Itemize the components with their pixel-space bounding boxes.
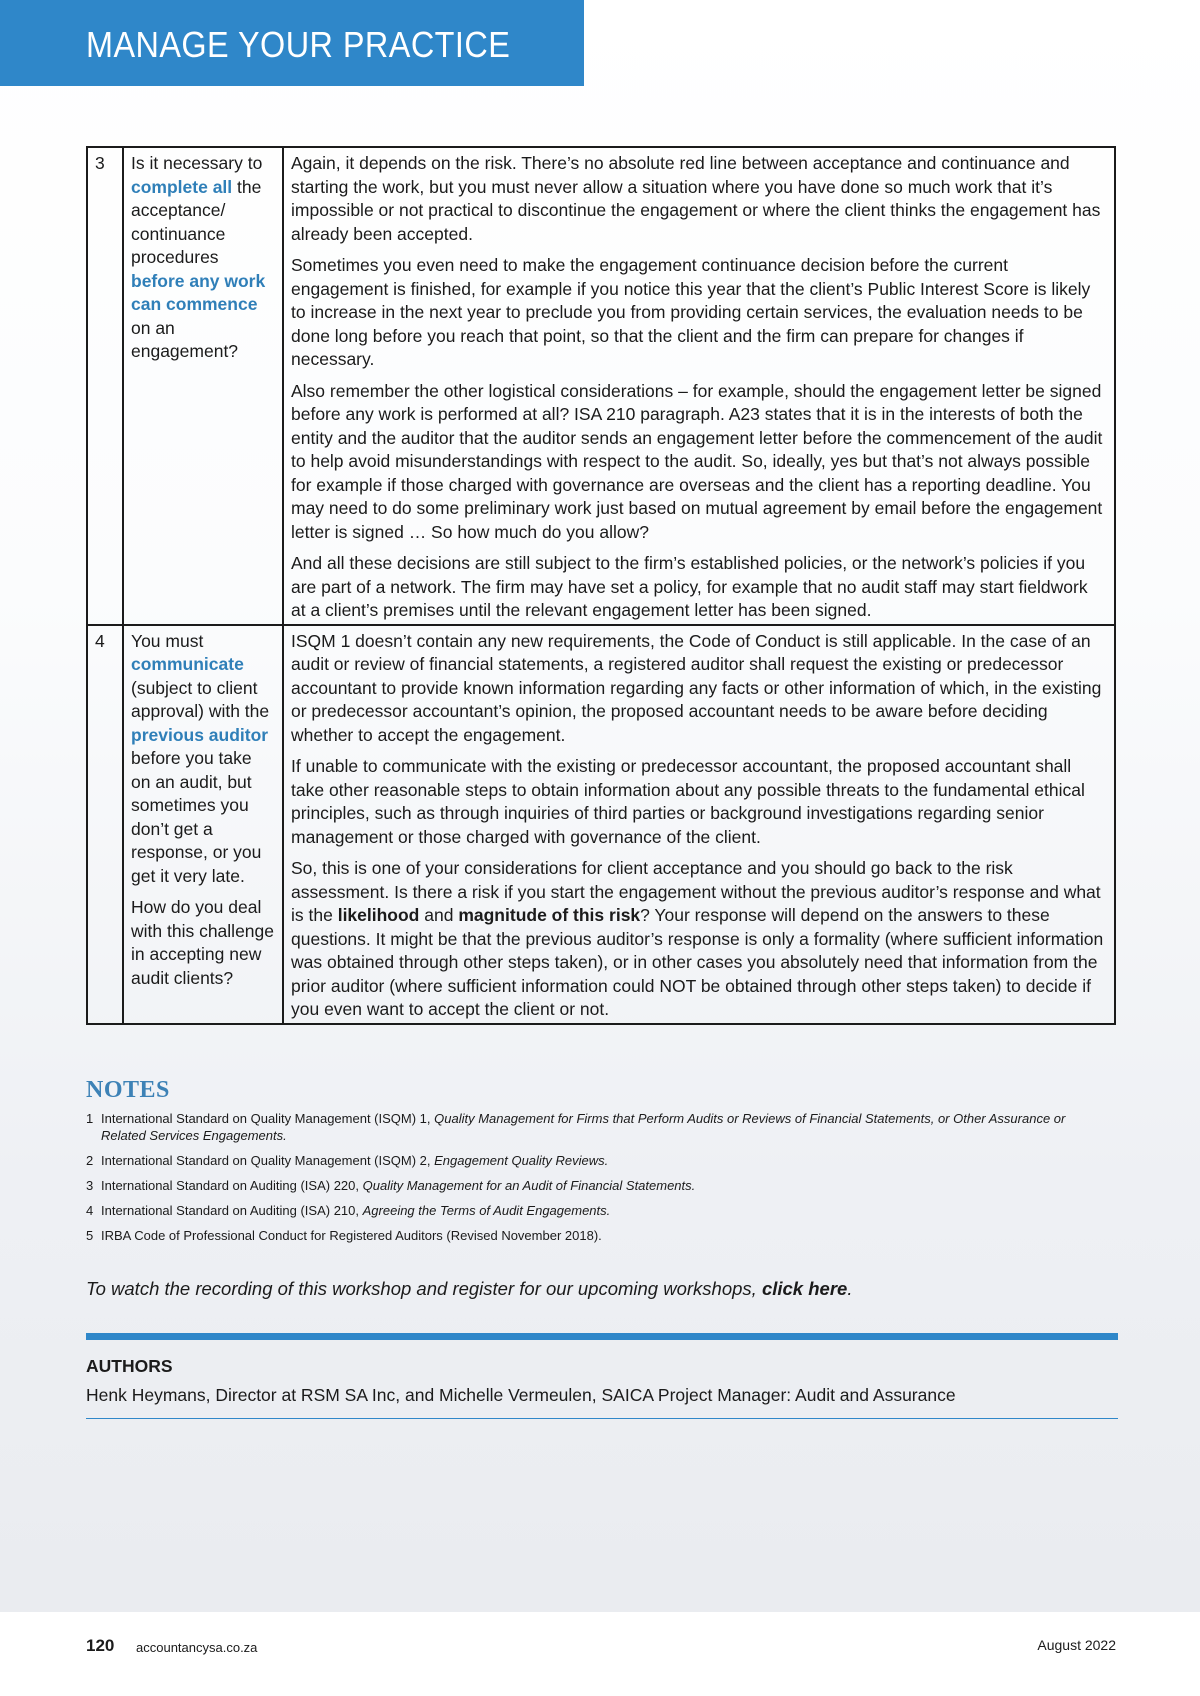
question-cell: Is it necessary to complete all the acceptance/ continuance procedures before any work can commence on an engagement? — [123, 147, 283, 625]
note-item: 1 International Standard on Quality Management (ISQM) 1, Quality Management for Firms that Perform Audits or Reviews of Financial Statements, or Other Assurance or Related Services Engagements. — [86, 1111, 1066, 1143]
page-number: 120 — [86, 1636, 115, 1655]
note-item: 3 International Standard on Auditing (ISA) 220, Quality Management for an Audit of Financial Statements. — [86, 1178, 696, 1193]
authors-heading: AUTHORS — [86, 1356, 173, 1376]
question-cell: You must communicate (subject to client approval) with the previous auditor before you take on an audit, but sometimes you don’t get a response, or you get it very late. How do you deal with this challenge in accepting new audit clients? — [123, 625, 283, 1024]
row-number: 4 — [87, 625, 123, 1024]
answer-paragraph: Sometimes you even need to make the engagement continuance decision before the current engagement is finished, for example if you notice this year that the client’s Public Interest Score is likely to increase in the next year to preclude you from providing certain services, the evaluation needs to be done long before you reach that point, so that the client and the firm can prepare for changes if necessary. — [291, 255, 1091, 369]
header-banner — [0, 0, 584, 86]
note-item: 2 International Standard on Quality Management (ISQM) 2, Engagement Quality Reviews. — [86, 1153, 609, 1168]
notes-list — [86, 1110, 1086, 1252]
site-url: accountancysa.co.za — [136, 1640, 258, 1655]
highlight-text: communicate — [131, 654, 244, 674]
answer-paragraph: So, this is one of your considerations for client acceptance and you should go back to the risk assessment. Is there a risk if you start the engagement without the previous auditor’s response and what is the likelihood and magnitude of this risk? Your response will depend on the answers to these questions. It might be that the previous auditor’s response is only a formality (where sufficient information was obtained through other steps taken), or in other cases you absolutely need that information from the prior auditor (where sufficient information could NOT be obtained through other steps taken) to decide if you even want to accept the client or not. — [291, 858, 1104, 1019]
row-number: 3 — [87, 147, 123, 625]
answer-paragraph: If unable to communicate with the existing or predecessor accountant, the proposed accountant shall take other reasonable steps to obtain information about any possible threats to the fundamental ethical principles, such as through inquiries of third parties or background investigations regarding senior management or those charged with governance of the client. — [291, 756, 1085, 847]
highlight-text: before any work can commence — [131, 270, 266, 314]
note-item: 4 International Standard on Auditing (ISA) 210, Agreeing the Terms of Audit Engagements. — [86, 1203, 611, 1218]
issue-date: August 2022 — [1037, 1637, 1116, 1653]
divider-bar — [86, 1333, 1118, 1340]
table-row — [87, 147, 1115, 625]
section-title: MANAGE YOUR PRACTICE — [86, 24, 511, 65]
highlight-text: complete all — [131, 176, 233, 197]
answer-paragraph: Again, it depends on the risk. There’s no absolute red line between acceptance and continuance and starting the work, but you must never allow a situation where you have done so much work that it’s impossible or not practical to discontinue the engagement or where the client thinks the engagement has already been accepted. — [291, 153, 1101, 244]
highlight-text: previous auditor — [131, 724, 269, 745]
table-row — [87, 625, 1115, 1024]
answer-paragraph: ISQM 1 doesn’t contain any new requirements, the Code of Conduct is still applicable. In the case of an audit or review of financial statements, a registered auditor shall request the existing or predecessor accountant to provide known information regarding any facts or other information of which, in the existing or predecessor accountant’s opinion, the proposed accountant needs to be aware before deciding whether to accept the engagement. — [291, 630, 1102, 745]
note-item: 5 IRBA Code of Professional Conduct for Registered Auditors (Revised November 2018). — [86, 1228, 602, 1243]
answer-cell — [283, 147, 1115, 625]
bold-text: magnitude of this risk — [458, 905, 641, 925]
authors-text: Henk Heymans, Director at RSM SA Inc, and Michelle Vermeulen, SAICA Project Manager: Audit and Assurance — [86, 1385, 956, 1405]
workshop-cta: To watch the recording of this workshop and register for our upcoming workshops, click here. — [86, 1278, 853, 1299]
notes-heading: NOTES — [86, 1077, 170, 1103]
answer-paragraph: Also remember the other logistical considerations – for example, should the engagement letter be signed before any work is performed at all? ISA 210 paragraph. A23 states that it is in the interests of both the entity and the auditor that the auditor sends an engagement letter before the commencement of the audit to help avoid misunderstandings with respect to the audit. So, ideally, yes but that’s not always possible for example if those charged with governance are overseas and the client has a reporting deadline. You may need to do some preliminary work just based on mutual agreement by email before the engagement letter is signed … So how much do you allow? — [291, 380, 1103, 542]
answer-cell — [283, 625, 1115, 1024]
click-here-link[interactable]: click here — [761, 1278, 848, 1299]
bold-text: likelihood — [337, 905, 420, 925]
qa-table — [86, 146, 1116, 1025]
divider-line — [86, 1418, 1118, 1419]
answer-paragraph: And all these decisions are still subject to the firm’s established policies, or the network’s policies if you are part of a network. The firm may have set a policy, for example that no audit staff may start fieldwork at a client’s premises until the relevant engagement letter has been signed. — [291, 553, 1088, 620]
question-paragraph: How do you deal with this challenge in accepting new audit clients? — [131, 897, 274, 988]
